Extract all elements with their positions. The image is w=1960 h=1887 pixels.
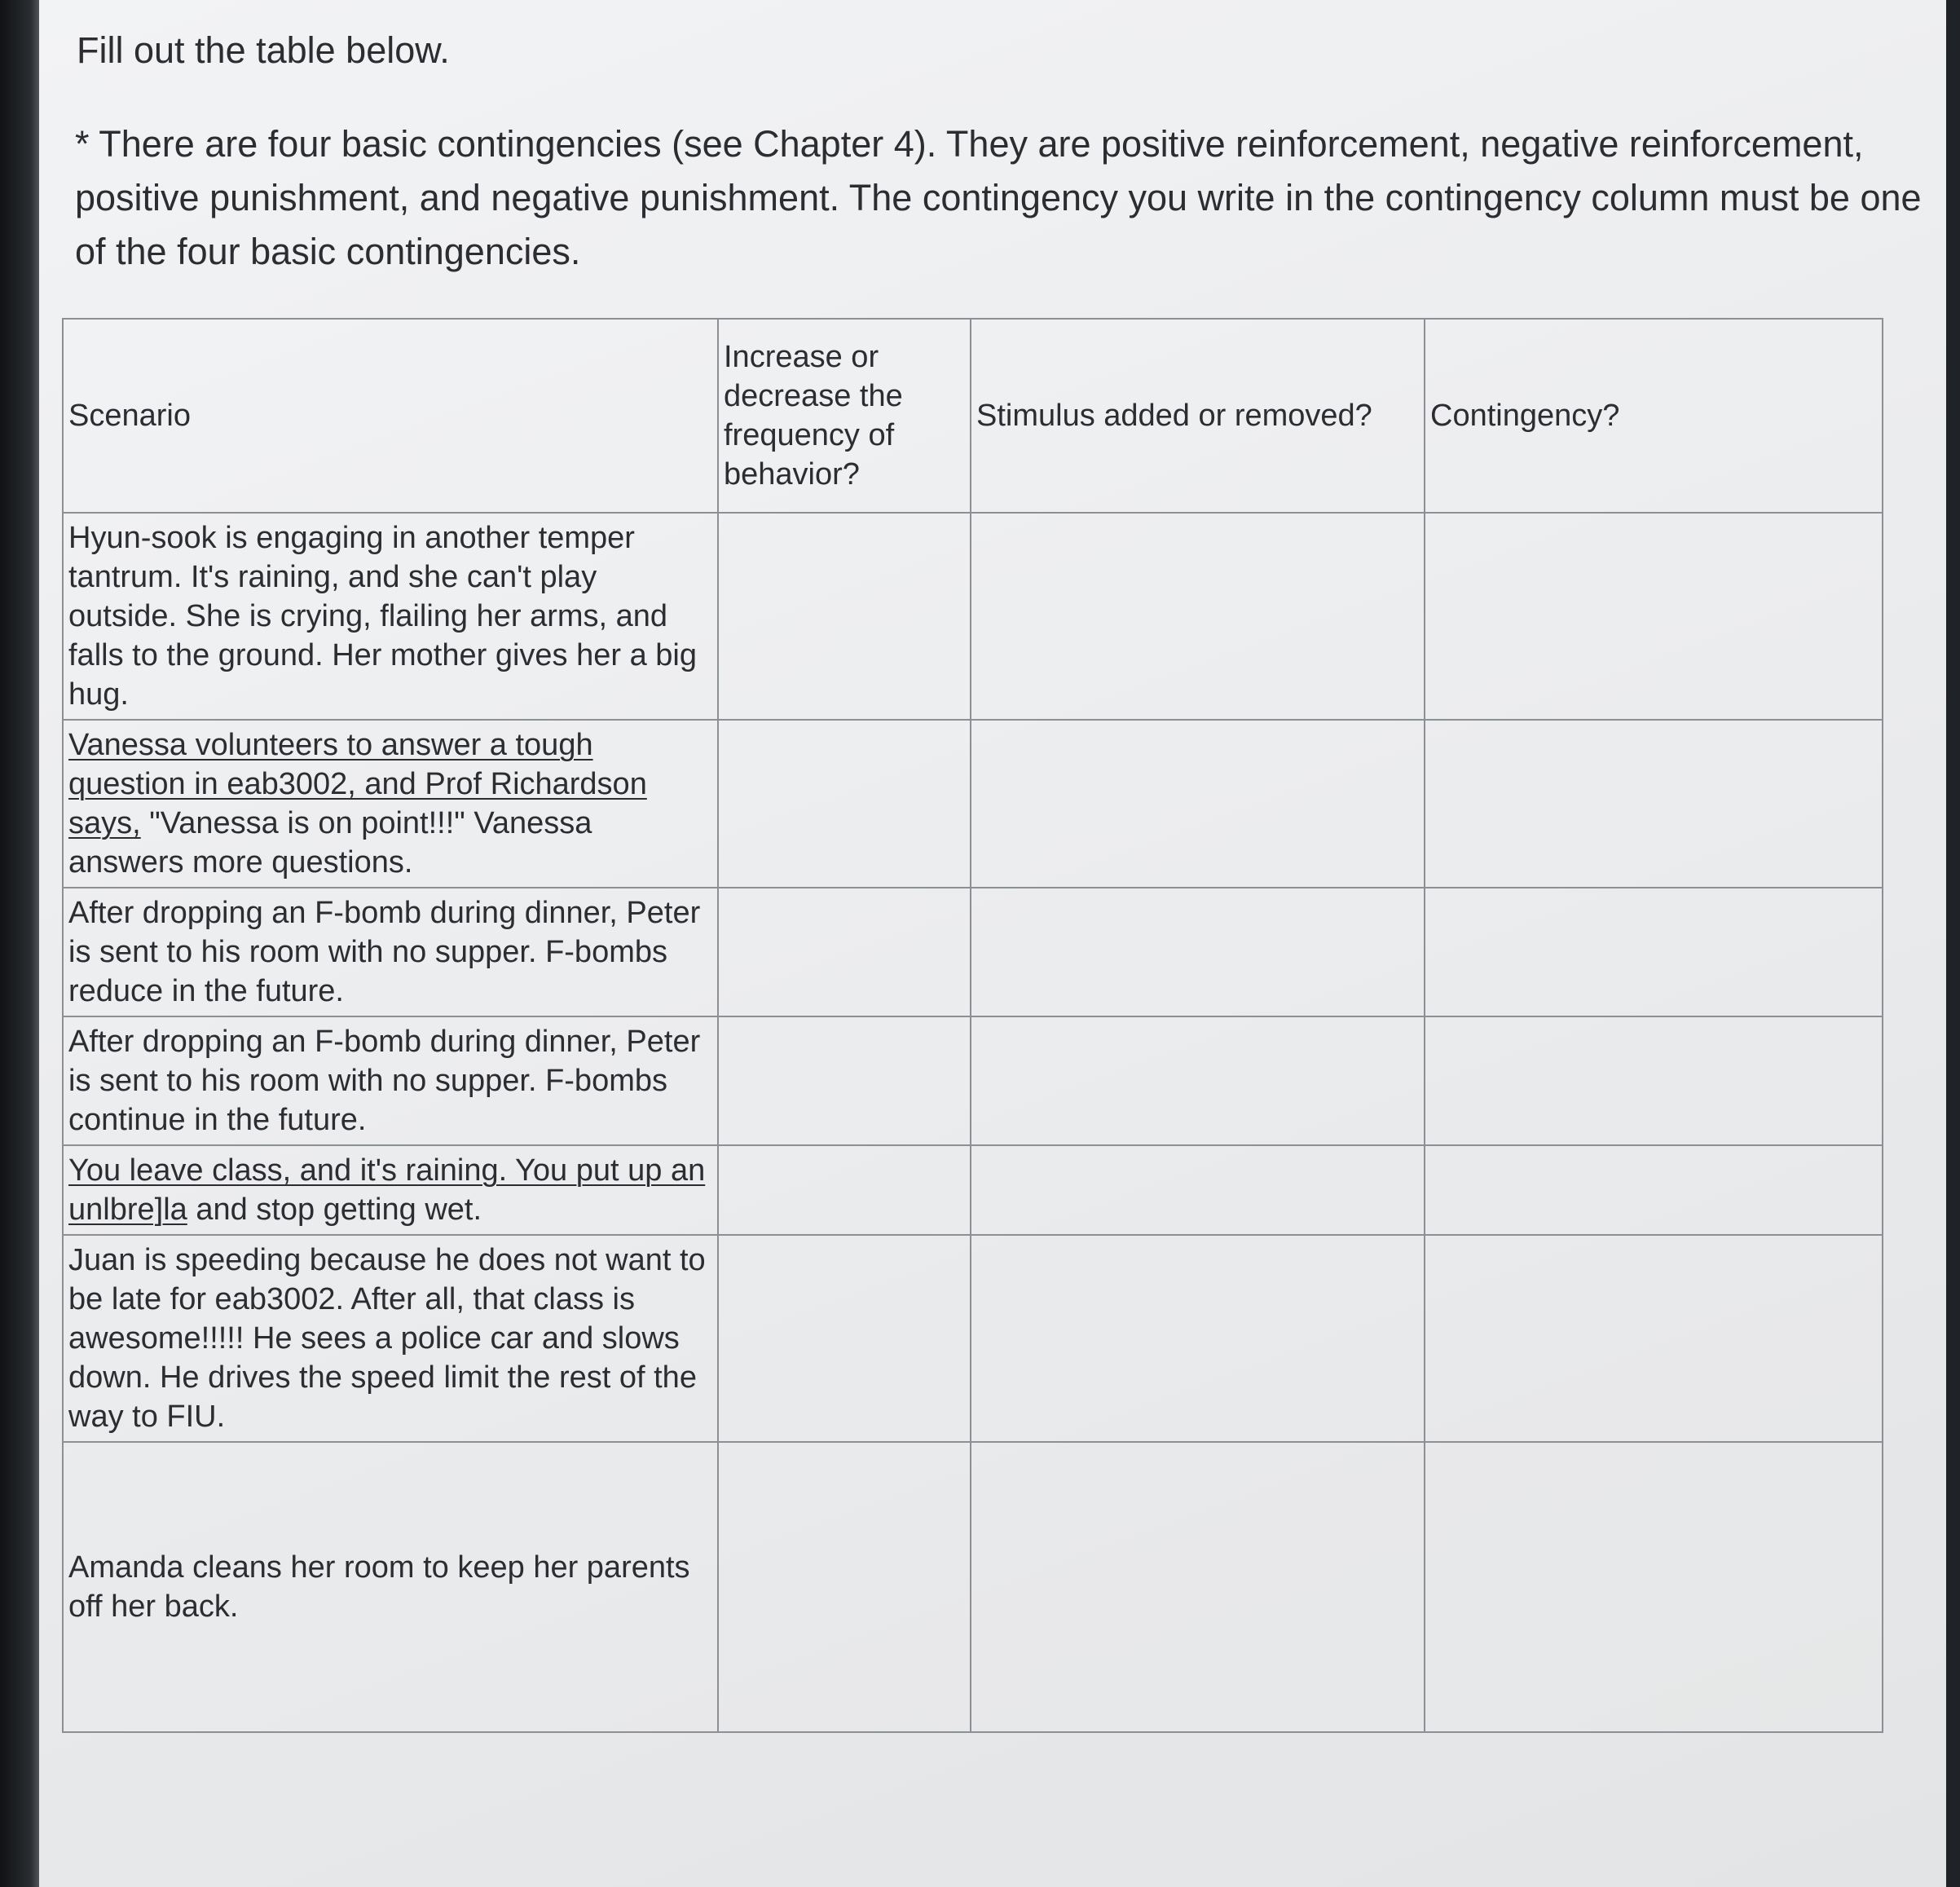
table-row [63, 1235, 1883, 1442]
contingency-note: * There are four basic contingencies (see Chapter 4). They are positive reinforcement, negative reinforcement, positive punishment, and negative punishment. The contingency you write in the contingency column must be one of the four basic contingencies. [75, 123, 1922, 272]
contingency-cell[interactable] [1425, 513, 1883, 720]
stimulus-cell[interactable] [971, 1442, 1425, 1732]
frequency-cell[interactable] [718, 1145, 971, 1235]
frequency-cell[interactable] [718, 720, 971, 888]
contingency-cell[interactable] [1425, 720, 1883, 888]
table-row [63, 1442, 1883, 1732]
frequency-cell[interactable] [718, 888, 971, 1016]
header-contingency: Contingency? [1425, 319, 1883, 513]
table-row [63, 1016, 1883, 1145]
device-bezel [0, 0, 44, 1887]
stimulus-cell[interactable] [971, 1235, 1425, 1442]
scenario-cell [63, 1145, 718, 1235]
header-frequency: Increase or decrease the frequency of behavior? [718, 319, 971, 513]
instruction-text: Fill out the table below. [77, 29, 450, 71]
frequency-cell[interactable] [718, 1016, 971, 1145]
scenario-cell: After dropping an F-bomb during dinner, Peter is sent to his room with no supper. F-bombs continue in the future. [63, 1016, 718, 1145]
contingency-cell[interactable] [1425, 1235, 1883, 1442]
table-row [63, 888, 1883, 1016]
contingency-cell[interactable] [1425, 1145, 1883, 1235]
stimulus-cell[interactable] [971, 513, 1425, 720]
scenario-cell: Amanda cleans her room to keep her parents off her back. [63, 1442, 718, 1732]
scenario-underlined-text: You leave class, and it's raining. You put up an unlbre]la [68, 1153, 706, 1227]
frequency-cell[interactable] [718, 1235, 971, 1442]
header-stimulus: Stimulus added or removed? [971, 319, 1425, 513]
header-scenario: Scenario [63, 319, 718, 513]
contingency-cell[interactable] [1425, 1016, 1883, 1145]
table-row [63, 1145, 1883, 1235]
scenario-cell: After dropping an F-bomb during dinner, Peter is sent to his room with no supper. F-bombs reduce in the future. [63, 888, 718, 1016]
stimulus-cell[interactable] [971, 888, 1425, 1016]
scenario-text: "Vanessa is on point!!!" Vanessa answers more questions. [68, 806, 592, 880]
table-row [63, 720, 1883, 888]
frequency-cell[interactable] [718, 513, 971, 720]
scenario-cell [63, 720, 718, 888]
scenario-text: and stop getting wet. [187, 1193, 482, 1227]
stimulus-cell[interactable] [971, 1016, 1425, 1145]
table-row [63, 513, 1883, 720]
frequency-cell[interactable] [718, 1442, 971, 1732]
stimulus-cell[interactable] [971, 1145, 1425, 1235]
worksheet-page [39, 0, 1946, 1887]
contingency-cell[interactable] [1425, 1442, 1883, 1732]
table-header-row [63, 319, 1883, 513]
stimulus-cell[interactable] [971, 720, 1425, 888]
contingency-table [62, 318, 1883, 1733]
scenario-underlined-text: Vanessa volunteers to answer a tough question in eab3002, and Prof Richardson says, [68, 728, 647, 840]
scenario-cell: Juan is speeding because he does not want to be late for eab3002. After all, that class is awesome!!!!! He sees a police car and slows down. He drives the speed limit the rest of the way to FIU. [63, 1235, 718, 1442]
scenario-cell: Hyun-sook is engaging in another temper tantrum. It's raining, and she can't play outside. She is crying, flailing her arms, and falls to the ground. Her mother gives her a big hug. [63, 513, 718, 720]
contingency-cell[interactable] [1425, 888, 1883, 1016]
